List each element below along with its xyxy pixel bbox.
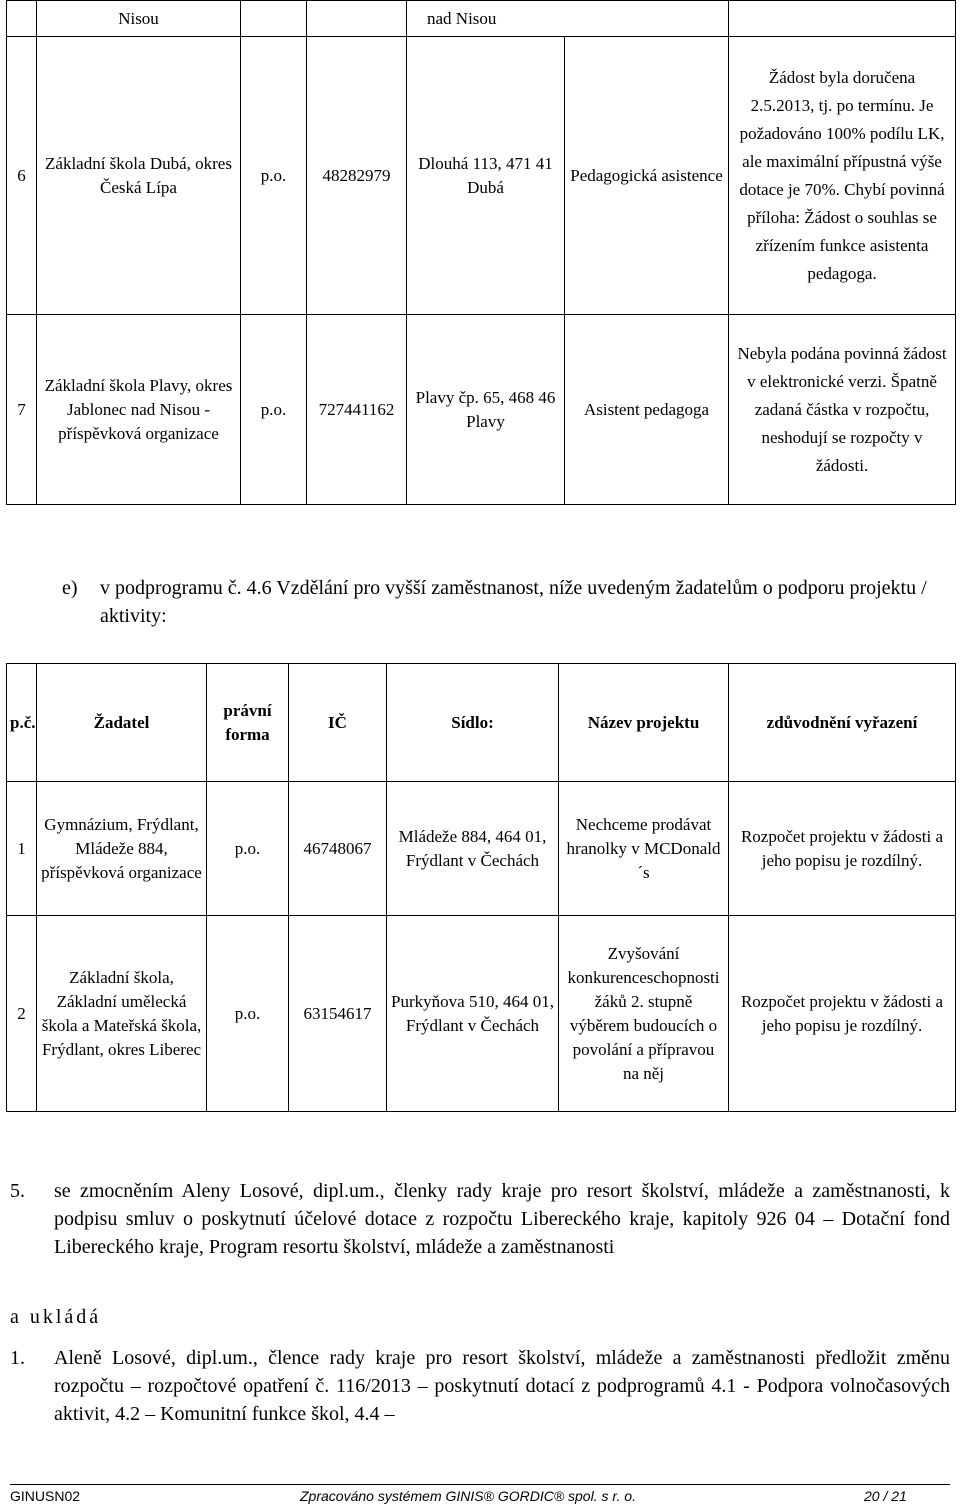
project-name: Zvyšování konkurenceschopnosti žáků 2. stupně výběrem budoucích o povolání a přípravou na něj [559, 916, 729, 1112]
point-number: 5. [10, 1180, 25, 1202]
company-id: 48282979 [307, 37, 407, 315]
col-header-applicant: Žadatel [37, 664, 207, 782]
rejection-reason: Žádost byla doručena 2.5.2013, tj. po termínu. Je požadováno 100% podílu LK, ale maximální přípustná výše dotace je 70%. Chybí povinná příloha: Žádost o souhlas se zřízením funkce asistenta pedagoga. [729, 37, 956, 315]
col-header-number: p.č. [7, 664, 37, 782]
section-label: e) [62, 577, 78, 599]
table1-header-cell: Nisou [37, 1, 241, 37]
row-number: 1 [7, 782, 37, 916]
table1-header-cell [241, 1, 307, 37]
seat: Purkyňova 510, 464 01, Frýdlant v Čechách [387, 916, 559, 1112]
applicant-name: Základní škola Plavy, okres Jablonec nad Nisou - příspěvková organizace [37, 315, 241, 505]
footer-generator: Zpracováno systémem GINIS® GORDIC® spol. s r. o. [300, 1488, 636, 1504]
col-header-reason: zdůvodnění vyřazení [729, 664, 956, 782]
company-id: 727441162 [307, 315, 407, 505]
seat: Mládeže 884, 464 01, Frýdlant v Čechách [387, 782, 559, 916]
table-row [7, 916, 956, 1112]
applicant-name: Základní škola Dubá, okres Česká Lípa [37, 37, 241, 315]
table1-header-row [7, 1, 956, 37]
section-text: v podprogramu č. 4.6 Vzdělání pro vyšší zaměstnanost, níže uvedeným žadatelům o podporu projektu / aktivity: [100, 577, 927, 627]
company-id: 63154617 [289, 916, 387, 1112]
address: Plavy čp. 65, 468 46 Plavy [407, 315, 565, 505]
table1-header-cell: nad Nisou [407, 1, 729, 37]
rejection-reason: Rozpočet projektu v žádosti a jeho popisu je rozdílný. [729, 782, 956, 916]
ukla-da-heading: a ukládá [10, 1306, 102, 1328]
table-row [7, 37, 956, 315]
address: Dlouhá 113, 471 41 Dubá [407, 37, 565, 315]
table1-header-cell [7, 1, 37, 37]
project-name: Nechceme prodávat hranolky v MCDonald´s [559, 782, 729, 916]
table1-header-cell [729, 1, 956, 37]
table1-header-cell [307, 1, 407, 37]
table-row [7, 782, 956, 916]
legal-form: p.o. [207, 916, 289, 1112]
legal-form: p.o. [241, 315, 307, 505]
resolution-point-5 [10, 1177, 950, 1261]
row-number: 7 [7, 315, 37, 505]
row-number: 2 [7, 916, 37, 1112]
point-number: 1. [10, 1347, 25, 1369]
footer-divider [10, 1484, 950, 1485]
row-number: 6 [7, 37, 37, 315]
company-id: 46748067 [289, 782, 387, 916]
table-row [7, 315, 956, 505]
legal-form: p.o. [241, 37, 307, 315]
col-header-legal-form: právní forma [207, 664, 289, 782]
col-header-company-id: IČ [289, 664, 387, 782]
legal-form: p.o. [207, 782, 289, 916]
rejected-applications-table-4-6 [6, 663, 956, 1112]
point-text: Aleně Losové, dipl.um., člence rady kraje pro resort školství, mládeže a zaměstnanosti předložit změnu rozpočtu – rozpočtové opatření č. 116/2013 – poskytnutí dotací z podprogramů 4.1 - Podpora volnočasových aktivit, 4.2 – Komunitní funkce škol, 4.4 – [54, 1347, 950, 1425]
footer-page-number: 20 / 21 [864, 1488, 907, 1504]
footer-document-code: GINUSN02 [10, 1488, 81, 1504]
point-text: se zmocněním Aleny Losové, dipl.um., členky rady kraje pro resort školství, mládeže a zaměstnanosti, k podpisu smluv o poskytnutí účelové dotace z rozpočtu Libereckého kraje, kapitoly 926 04 – Dotační fond Libereckého kraje, Program resortu školství, mládeže a zaměstnanosti [54, 1180, 950, 1258]
task-point-1 [10, 1344, 950, 1428]
applicant-name: Základní škola, Základní umělecká škola a Mateřská škola, Frýdlant, okres Liberec [37, 916, 207, 1112]
project-name: Asistent pedagoga [565, 315, 729, 505]
table2-header-row [7, 664, 956, 782]
col-header-project: Název projektu [559, 664, 729, 782]
applicant-name: Gymnázium, Frýdlant, Mládeže 884, příspěvková organizace [37, 782, 207, 916]
col-header-seat: Sídlo: [387, 664, 559, 782]
project-name: Pedagogická asistence [565, 37, 729, 315]
rejection-reason: Nebyla podána povinná žádost v elektronické verzi. Špatně zadaná částka v rozpočtu, neshodují se rozpočty v žádosti. [729, 315, 956, 505]
rejection-reason: Rozpočet projektu v žádosti a jeho popisu je rozdílný. [729, 916, 956, 1112]
rejected-applications-table-continued [6, 0, 956, 505]
